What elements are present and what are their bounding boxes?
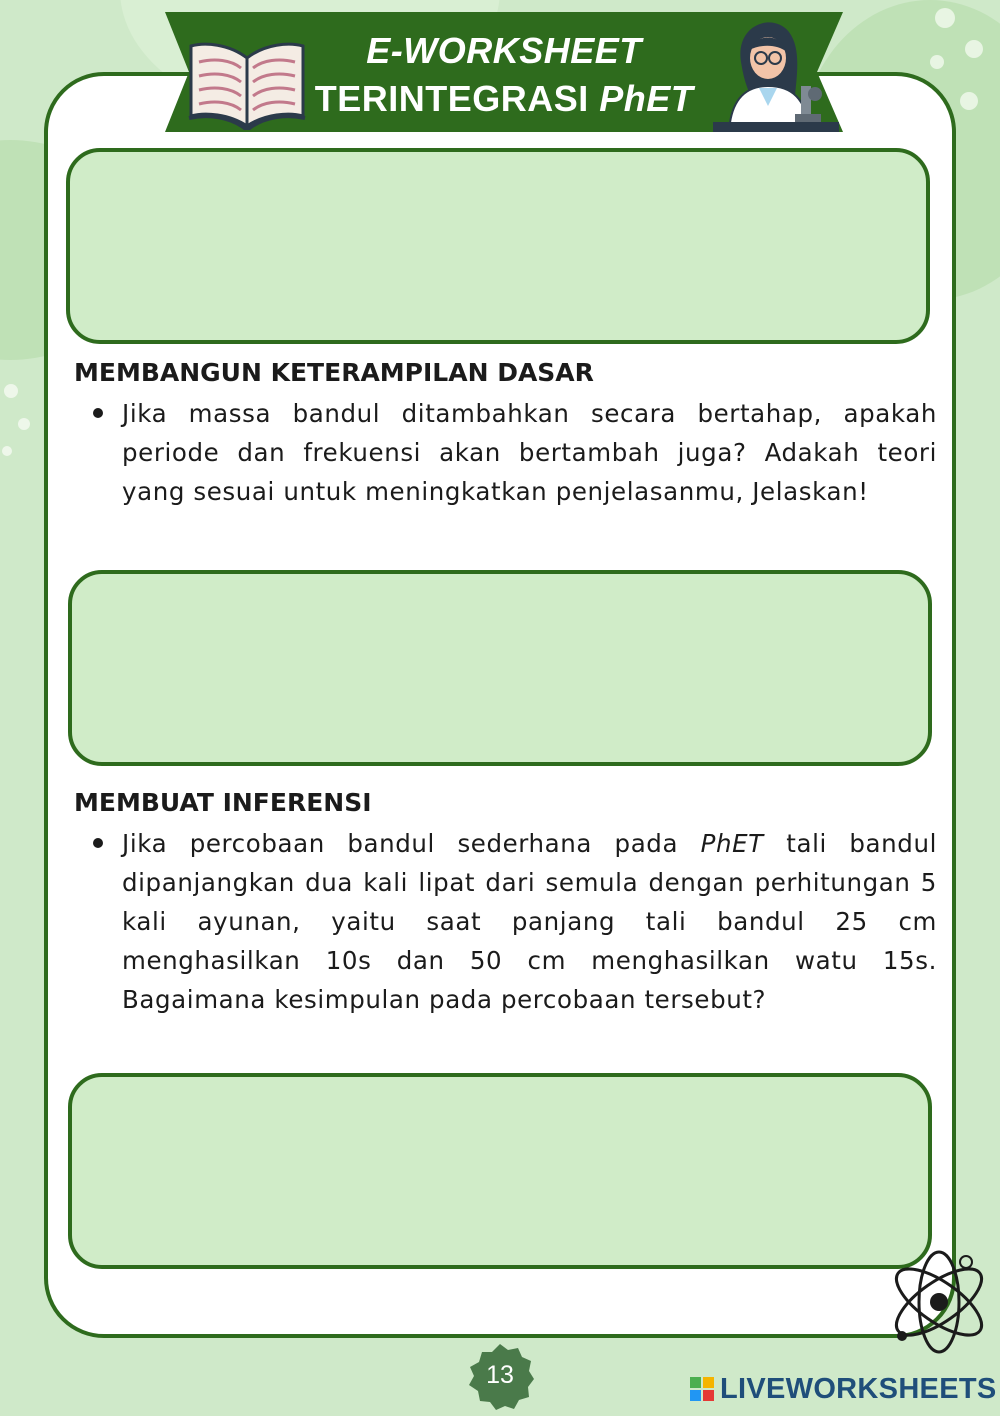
background-dot: [960, 92, 978, 110]
bullet-point: [93, 408, 103, 418]
answer-box-1[interactable]: [66, 148, 930, 344]
background-dot: [18, 418, 30, 430]
background-dot: [935, 8, 955, 28]
section-heading-basic-skills: MEMBANGUN KETERAMPILAN DASAR: [74, 358, 594, 387]
liveworksheets-brand[interactable]: [690, 1373, 997, 1405]
bullet-point: [93, 838, 103, 848]
question-2-text: Jika percobaan bandul sederhana pada PhET tali bandul dipanjangkan dua kali lipat dari semula dengan perhitungan 5 kali ayunan, yaitu saat panjang tali bandul 25 cm menghasilkan 10s dan 50 cm menghasilkan watu 15s. Bagaimana kesimpulan pada percobaan tersebut?: [122, 829, 937, 1014]
liveworksheets-logo-icon: [690, 1377, 714, 1401]
brand-name: LIVEWORKSHEETS: [720, 1372, 997, 1405]
background-dot: [965, 40, 983, 58]
background-dot: [2, 446, 12, 456]
section-heading-inference: MEMBUAT INFERENSI: [74, 788, 372, 817]
page-number-badge: [465, 1342, 535, 1412]
question-1-text: Jika massa bandul ditambahkan secara bertahap, apakah periode dan frekuensi akan bertambah juga? Adakah teori yang sesuai untuk meningkatkan penjelasanmu, Jelaskan!: [122, 399, 937, 506]
title-line-1: E-WORKSHEET: [366, 30, 642, 71]
page-number-text: 13: [486, 1361, 514, 1389]
background-dot: [930, 55, 944, 69]
title-line-2: TERINTEGRASI PhET: [314, 78, 694, 119]
atom-icon: [884, 1240, 994, 1360]
header-banner: [165, 12, 843, 132]
answer-box-3[interactable]: [68, 1073, 932, 1269]
answer-box-2[interactable]: [68, 570, 932, 766]
background-dot: [4, 384, 18, 398]
